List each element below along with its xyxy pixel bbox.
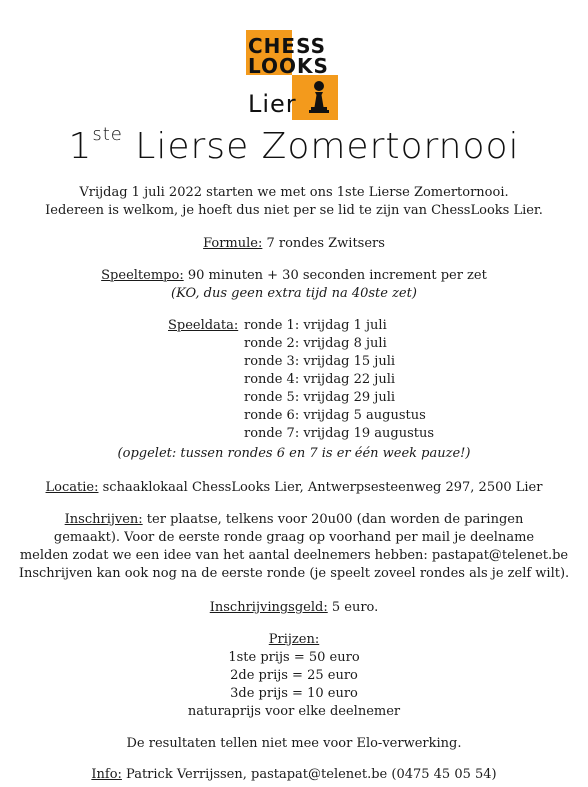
- prijzen-label: Prijzen:: [268, 632, 320, 647]
- speeldata-round: ronde 1: vrijdag 1 juli: [244, 318, 387, 333]
- elo-note: De resultaten tellen niet mee voor Elo-verwerking.: [126, 736, 462, 751]
- speeldata-note: (opgelet: tussen rondes 6 en 7 is er één week pauze!): [117, 446, 471, 461]
- info-value: Patrick Verrijssen, pastapat@telenet.be (0475 45 05 54): [121, 767, 497, 782]
- chesslooks-logo: [246, 30, 338, 120]
- inschrijvingsgeld-line: [0, 599, 588, 617]
- formule-line: [0, 235, 588, 253]
- speeldata-block: [168, 317, 434, 443]
- locatie-label: Locatie:: [45, 480, 99, 495]
- inschrijvingsgeld-value: 5 euro.: [327, 600, 379, 615]
- inschrijven-line: Inschrijven kan ook nog na de eerste ronde (je speelt zoveel rondes als je zelf wilt).: [18, 566, 570, 581]
- speeldata-round: ronde 4: vrijdag 22 juli: [244, 372, 396, 387]
- speeltempo-value: 90 minuten + 30 seconden increment per zet: [183, 268, 487, 283]
- speeldata-row: [168, 371, 434, 389]
- intro-line: Vrijdag 1 juli 2022 starten we met ons 1ste Lierse Zomertornooi.: [79, 185, 509, 200]
- speeldata-round: ronde 3: vrijdag 15 juli: [244, 354, 396, 369]
- speeldata-row: [168, 407, 434, 425]
- prijzen-item: 2de prijs = 25 euro: [230, 668, 358, 683]
- speeltempo-line: [0, 267, 588, 285]
- title-superscript: ste: [92, 124, 123, 145]
- page-title: [0, 124, 588, 167]
- logo-text-chess: CHESS: [248, 34, 326, 58]
- inschrijven-line: melden zodat we een idee van het aantal deelnemers hebben: pastapat@telenet.be: [19, 548, 569, 563]
- title-text: Lierse Zomertornooi: [122, 126, 520, 167]
- info-line: [0, 766, 588, 784]
- prijzen-item: 3de prijs = 10 euro: [230, 686, 358, 701]
- speeldata-round: ronde 6: vrijdag 5 augustus: [244, 408, 426, 423]
- formule-value: 7 rondes Zwitsers: [262, 236, 385, 251]
- speeldata-round: ronde 2: vrijdag 8 juli: [244, 336, 387, 351]
- inschrijven-label: Inschrijven:: [64, 512, 143, 527]
- inschrijven-line: gemaakt). Voor de eerste ronde graag op voorhand per mail je deelname: [53, 530, 535, 545]
- intro-line: Iedereen is welkom, je hoeft dus niet per se lid te zijn van ChessLooks Lier.: [45, 203, 543, 218]
- speeldata-label: Speeldata:: [168, 318, 239, 333]
- locatie-value: schaaklokaal ChessLooks Lier, Antwerpsesteenweg 297, 2500 Lier: [98, 480, 543, 495]
- logo-text-looks: LOOKS: [248, 54, 329, 78]
- speeldata-row: [168, 353, 434, 371]
- logo-text-lier: Lier: [248, 90, 297, 118]
- info-label: Info:: [91, 767, 122, 782]
- speeldata-row: [168, 335, 434, 353]
- pawn-icon: [308, 80, 330, 114]
- inschrijvingsgeld-label: Inschrijvingsgeld:: [209, 600, 328, 615]
- title-number: 1: [68, 126, 93, 167]
- speeltempo-label: Speeltempo:: [101, 268, 184, 283]
- speeldata-round: ronde 7: vrijdag 19 augustus: [244, 426, 435, 441]
- speeldata-row: [168, 425, 434, 443]
- speeldata-row: [168, 317, 434, 335]
- speeldata-row: [168, 389, 434, 407]
- locatie-line: [0, 479, 588, 497]
- formule-label: Formule:: [203, 236, 263, 251]
- prijzen-item: naturaprijs voor elke deelnemer: [187, 704, 401, 719]
- inschrijven-text: ter plaatse, telkens voor 20u00 (dan worden de paringen: [142, 512, 524, 527]
- speeldata-round: ronde 5: vrijdag 29 juli: [244, 390, 396, 405]
- speeltempo-note: (KO, dus geen extra tijd na 40ste zet): [171, 286, 417, 301]
- prijzen-item: 1ste prijs = 50 euro: [228, 650, 360, 665]
- inschrijven-line: [0, 511, 588, 529]
